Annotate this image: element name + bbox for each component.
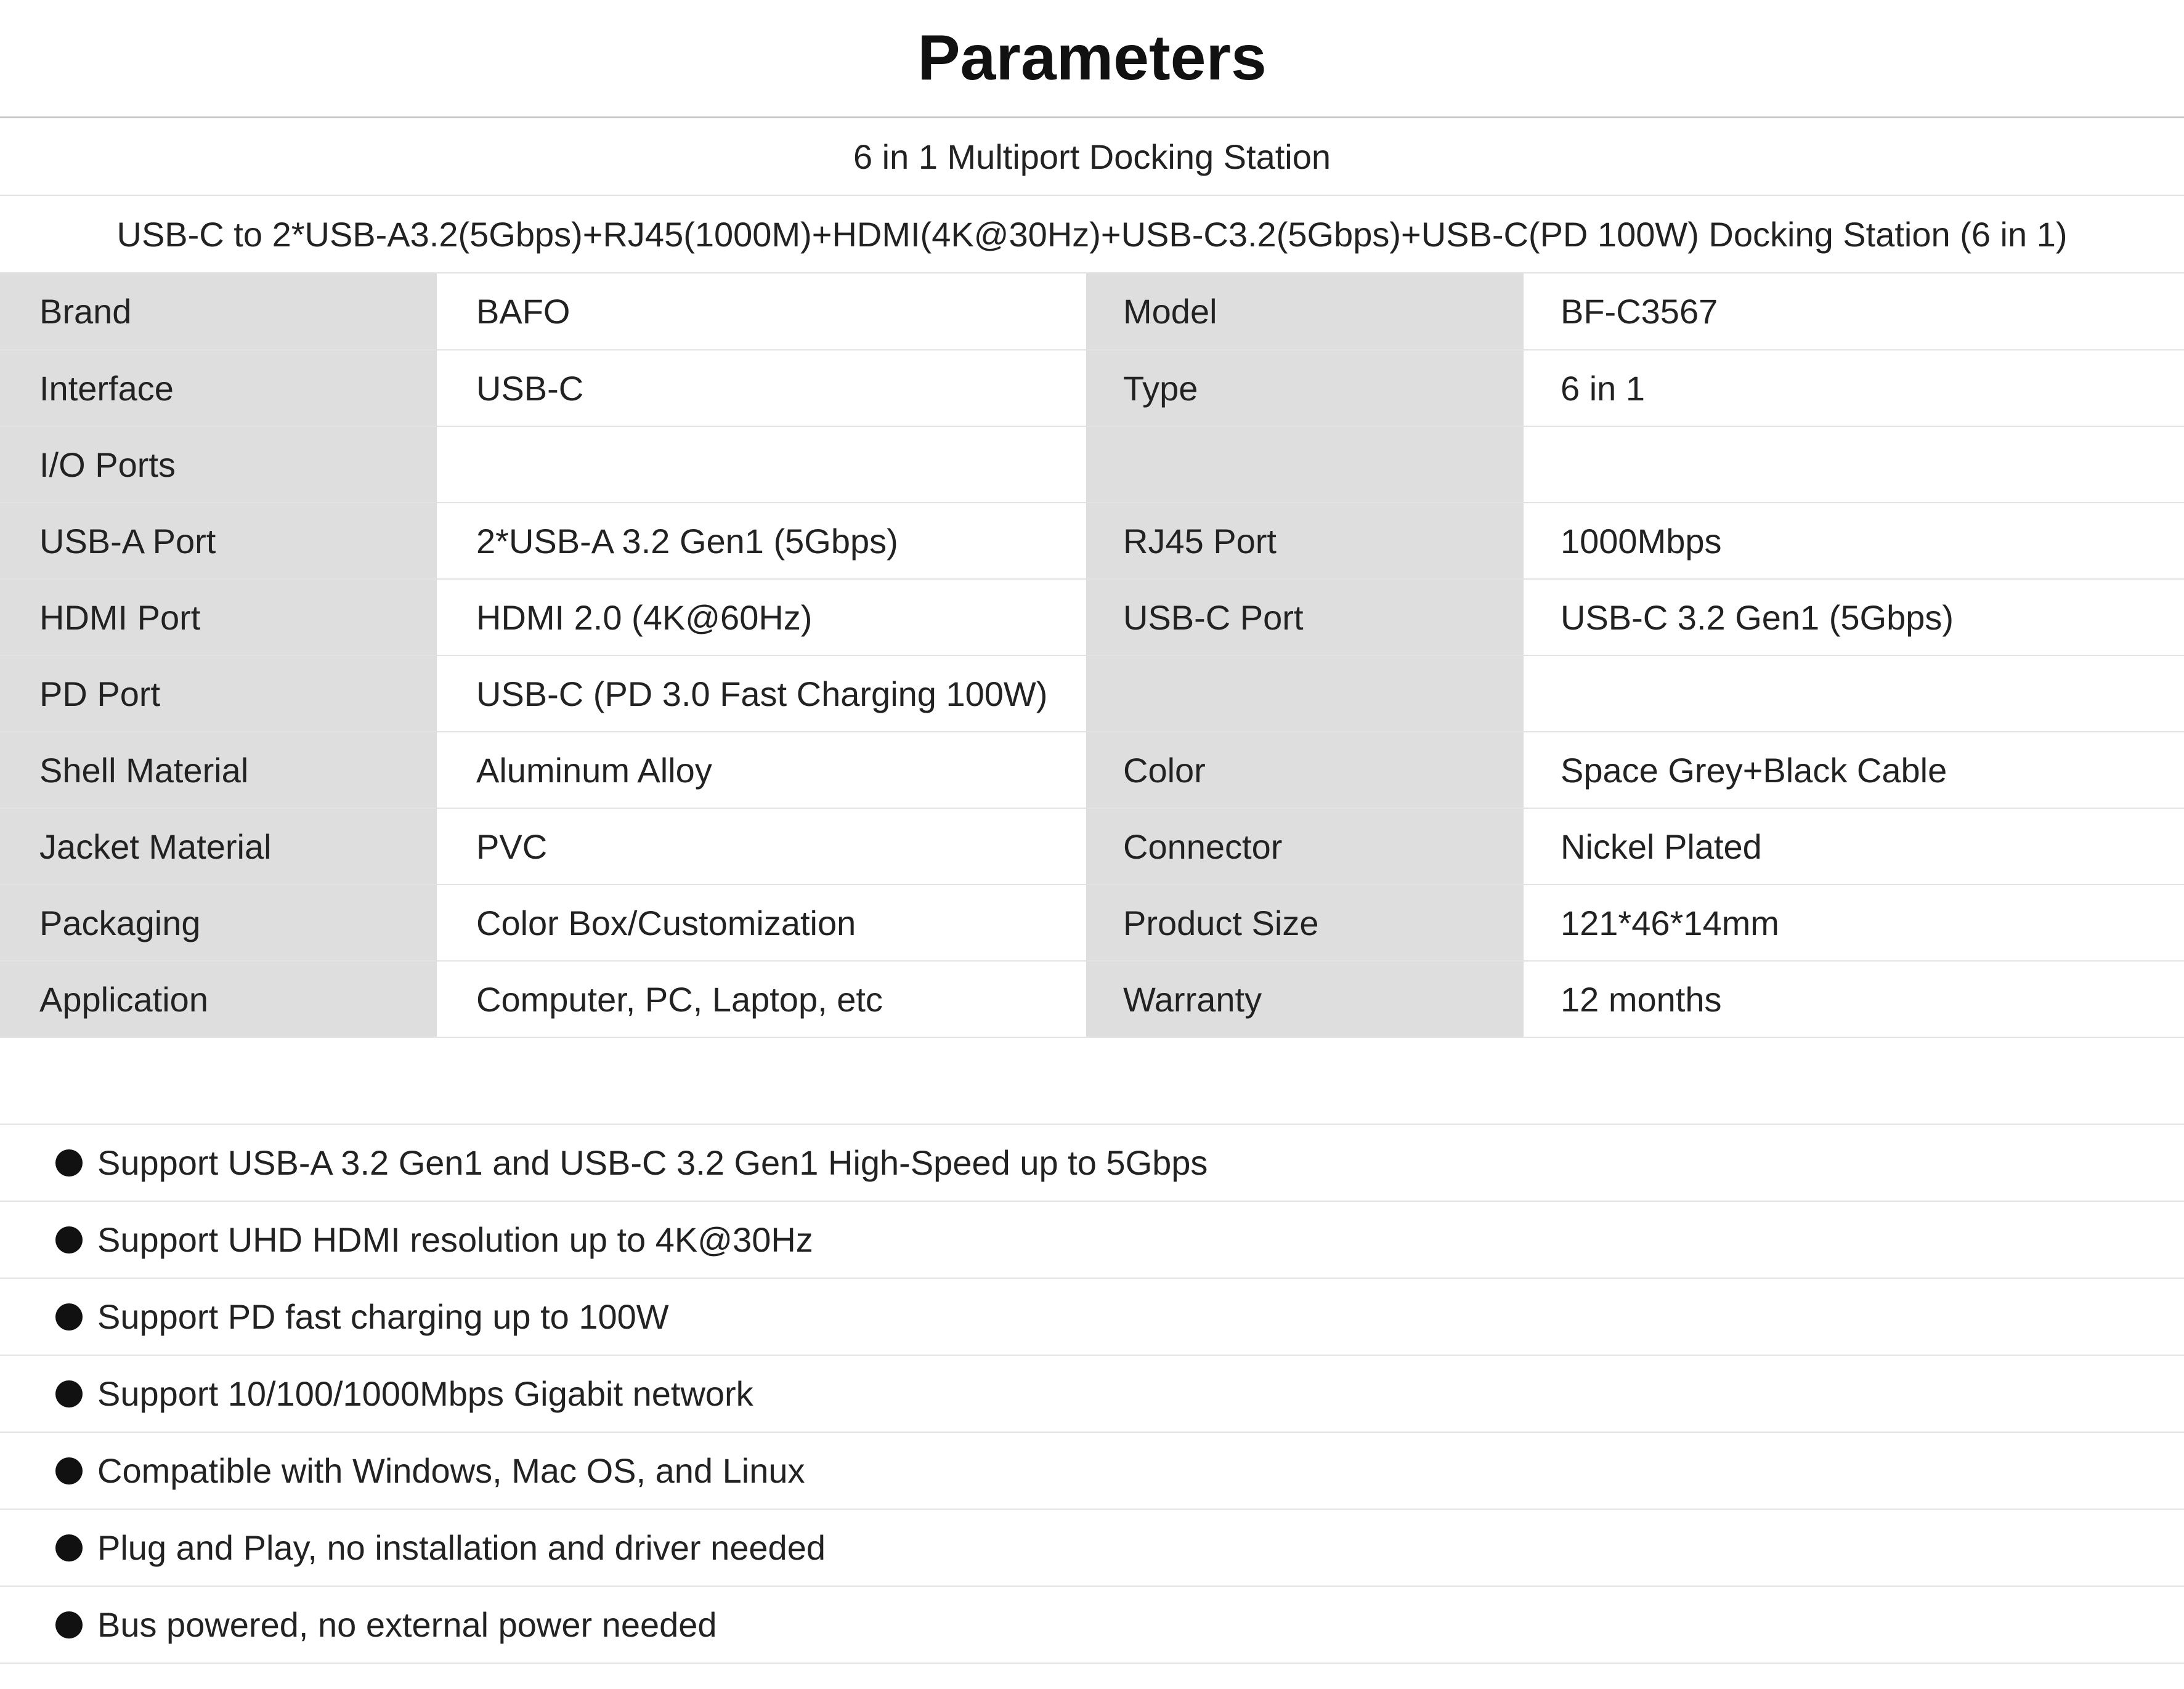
table-row <box>0 885 2184 961</box>
spec-label: Application <box>0 961 437 1037</box>
table-row <box>0 961 2184 1037</box>
spec-label: USB-A Port <box>0 503 437 579</box>
list-item <box>0 1279 2184 1356</box>
spec-value: Aluminum Alloy <box>437 732 1086 808</box>
bullet-dot-icon <box>55 1303 83 1331</box>
list-item <box>0 1125 2184 1202</box>
bullet-dot-icon <box>55 1226 83 1254</box>
feature-text: Compatible with Windows, Mac OS, and Linux <box>97 1451 805 1490</box>
page-title: Parameters <box>0 0 2184 118</box>
feature-list <box>0 1124 2184 1664</box>
spec-label: Interface <box>0 350 437 426</box>
spec-label: Color <box>1086 732 1524 808</box>
spec-value: Color Box/Customization <box>437 885 1086 961</box>
list-item <box>0 1587 2184 1664</box>
spec-value: Nickel Plated <box>1524 808 2184 885</box>
table-row <box>0 273 2184 350</box>
spec-label <box>1086 655 1524 732</box>
list-item <box>0 1510 2184 1587</box>
feature-text: Support PD fast charging up to 100W <box>97 1297 669 1336</box>
spec-label: Shell Material <box>0 732 437 808</box>
spec-value: USB-C <box>437 350 1086 426</box>
table-row <box>0 579 2184 655</box>
feature-text: Support USB-A 3.2 Gen1 and USB-C 3.2 Gen1 High-Speed up to 5Gbps <box>97 1143 1208 1182</box>
spec-label: RJ45 Port <box>1086 503 1524 579</box>
spec-value: BAFO <box>437 273 1086 350</box>
spec-value: 1000Mbps <box>1524 503 2184 579</box>
spec-label: USB-C Port <box>1086 579 1524 655</box>
table-row <box>0 426 2184 503</box>
spec-label: Jacket Material <box>0 808 437 885</box>
spec-value <box>1524 655 2184 732</box>
spec-value: Space Grey+Black Cable <box>1524 732 2184 808</box>
bullet-dot-icon <box>55 1380 83 1408</box>
spec-value: 6 in 1 <box>1524 350 2184 426</box>
spec-label <box>1086 426 1524 503</box>
spec-label: Model <box>1086 273 1524 350</box>
spec-value: PVC <box>437 808 1086 885</box>
feature-text: Support UHD HDMI resolution up to 4K@30Hz <box>97 1220 813 1259</box>
list-item <box>0 1433 2184 1510</box>
product-description: USB-C to 2*USB-A3.2(5Gbps)+RJ45(1000M)+HDMI(4K@30Hz)+USB-C3.2(5Gbps)+USB-C(PD 100W) Docking Station (6 in 1) <box>0 196 2184 273</box>
table-row <box>0 503 2184 579</box>
feature-text: Bus powered, no external power needed <box>97 1605 717 1644</box>
spec-label: Warranty <box>1086 961 1524 1037</box>
spec-value <box>437 426 1086 503</box>
bullet-dot-icon <box>55 1457 83 1484</box>
spec-label: Connector <box>1086 808 1524 885</box>
spec-value: 12 months <box>1524 961 2184 1037</box>
spec-value: Computer, PC, Laptop, etc <box>437 961 1086 1037</box>
spec-label: I/O Ports <box>0 426 437 503</box>
spec-label: Packaging <box>0 885 437 961</box>
spec-value: 2*USB-A 3.2 Gen1 (5Gbps) <box>437 503 1086 579</box>
spec-value: HDMI 2.0 (4K@60Hz) <box>437 579 1086 655</box>
table-row <box>0 808 2184 885</box>
feature-text: Support 10/100/1000Mbps Gigabit network <box>97 1374 753 1413</box>
bullet-dot-icon <box>55 1534 83 1561</box>
product-name: 6 in 1 Multiport Docking Station <box>0 118 2184 196</box>
spec-label: Brand <box>0 273 437 350</box>
table-row <box>0 350 2184 426</box>
spec-value: USB-C (PD 3.0 Fast Charging 100W) <box>437 655 1086 732</box>
list-item <box>0 1356 2184 1433</box>
spec-value: BF-C3567 <box>1524 273 2184 350</box>
table-row <box>0 655 2184 732</box>
table-row <box>0 732 2184 808</box>
bullet-dot-icon <box>55 1149 83 1177</box>
bullet-dot-icon <box>55 1611 83 1638</box>
spec-value <box>1524 426 2184 503</box>
spec-label: HDMI Port <box>0 579 437 655</box>
spec-label: Product Size <box>1086 885 1524 961</box>
spec-label: Type <box>1086 350 1524 426</box>
list-item <box>0 1202 2184 1279</box>
spec-label: PD Port <box>0 655 437 732</box>
spec-value: 121*46*14mm <box>1524 885 2184 961</box>
spec-value: USB-C 3.2 Gen1 (5Gbps) <box>1524 579 2184 655</box>
feature-text: Plug and Play, no installation and driver needed <box>97 1528 826 1567</box>
spec-table <box>0 273 2184 1038</box>
